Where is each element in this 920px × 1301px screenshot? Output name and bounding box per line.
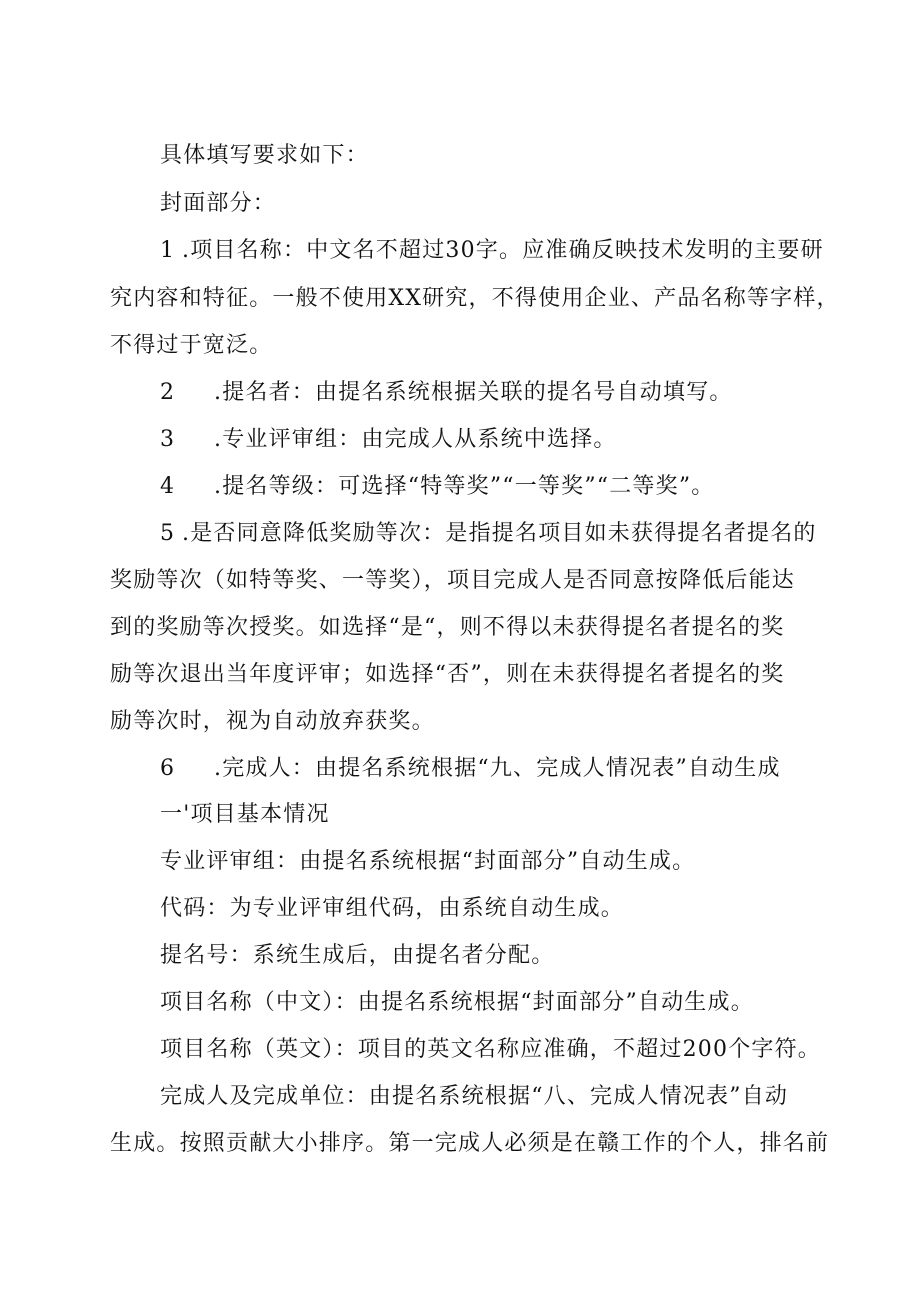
- item1-line2: 究内容和特征。一般不使用XX研究，不得使用企业、产品名称等字样，: [110, 286, 840, 311]
- item5-line1: [0, 519, 920, 549]
- item3-text: .专业评审组：由完成人从系统中选择。: [214, 427, 617, 452]
- field-name-cn: 项目名称（中文）：由提名系统根据“封面部分”自动生成。: [160, 990, 754, 1015]
- item5-line4: 励等次退出当年度评审；如选择“否”，则在未获得提名者提名的奖: [110, 662, 785, 687]
- item1-text: .项目名称：中文名不超过30字。应准确反映技术发明的主要研: [182, 238, 824, 263]
- item5-line5: 励等次时，视为自动放弃获奖。: [110, 709, 435, 734]
- field-completers-line2: 生成。按照贡献大小排序。第一完成人必须是在赣工作的个人，排名前: [110, 1131, 830, 1156]
- cover-heading: 封面部分：: [160, 191, 277, 216]
- item6-text: .完成人：由提名系统根据“九、完成人情况表”自动生成: [214, 756, 781, 781]
- item1-number: 1: [160, 238, 176, 263]
- item5-line3: 到的奖励等次授奖。如选择“是“，则不得以未获得提名者提名的奖: [110, 615, 785, 640]
- section-heading: 一'项目基本情况: [160, 802, 330, 827]
- item2-line: [0, 378, 920, 408]
- item6-number: 6: [160, 756, 176, 781]
- item6-line: [0, 754, 920, 784]
- intro-line: 具体填写要求如下：: [160, 143, 369, 168]
- item2-text: .提名者：由提名系统根据关联的提名号自动填写。: [214, 380, 733, 405]
- item5-text: .是否同意降低奖励等次：是指提名项目如未获得提名者提名的: [182, 521, 817, 546]
- item4-text: .提名等级：可选择“特等奖”“一等奖”“二等奖”。: [214, 474, 715, 499]
- field-nomination-no: 提名号：系统生成后，由提名者分配。: [160, 943, 555, 968]
- field-completers-line1: 完成人及完成单位：由提名系统根据“八、完成人情况表”自动: [160, 1084, 789, 1109]
- item4-number: 4: [160, 474, 176, 499]
- item1-line1: [0, 236, 920, 266]
- field-name-en: 项目名称（英文）：项目的英文名称应准确，不超过200个字符。: [160, 1037, 821, 1062]
- field-code: 代码：为专业评审组代码，由系统自动生成。: [160, 896, 625, 921]
- item4-line: [0, 472, 920, 502]
- item5-line2: 奖励等次（如特等奖、一等奖），项目完成人是否同意按降低后能达: [110, 568, 796, 593]
- item2-number: 2: [160, 380, 176, 405]
- item3-number: 3: [160, 427, 176, 452]
- item3-line: [0, 425, 920, 455]
- field-review-group: 专业评审组：由提名系统根据“封面部分”自动生成。: [160, 849, 696, 874]
- item1-line3: 不得过于宽泛。: [110, 333, 273, 358]
- item5-number: 5: [160, 521, 176, 546]
